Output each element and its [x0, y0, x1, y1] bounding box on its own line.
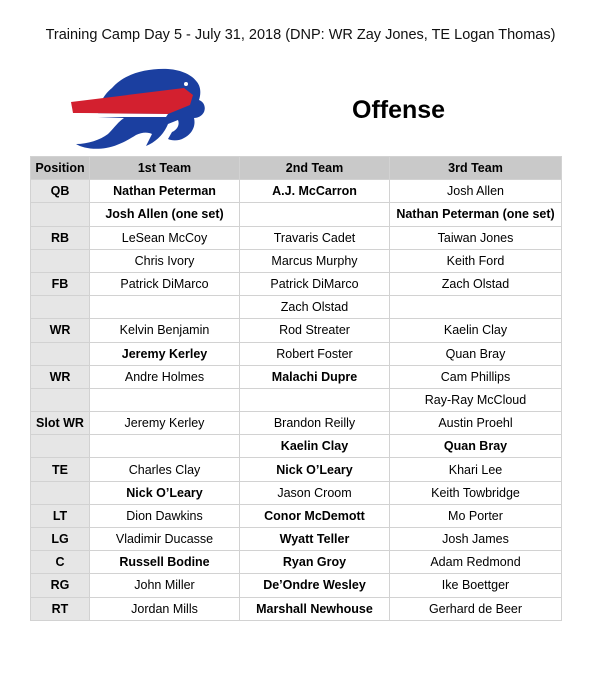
position-cell: RB [31, 226, 90, 249]
second-team-cell: Zach Olstad [240, 296, 390, 319]
second-team-cell: De’Ondre Wesley [240, 574, 390, 597]
position-cell: RG [31, 574, 90, 597]
table-row [31, 342, 562, 365]
first-team-cell: Josh Allen (one set) [90, 203, 240, 226]
first-team-cell [90, 388, 240, 411]
first-team-cell: Russell Bodine [90, 551, 240, 574]
second-team-cell: Robert Foster [240, 342, 390, 365]
table-row [31, 574, 562, 597]
page-title: Training Camp Day 5 - July 31, 2018 (DNP: WR Zay Jones, TE Logan Thomas) [45, 27, 556, 43]
position-cell [31, 296, 90, 319]
first-team-cell: Nathan Peterman [90, 180, 240, 203]
table-row [31, 458, 562, 481]
first-team-cell: Vladimir Ducasse [90, 528, 240, 551]
first-team-cell: Andre Holmes [90, 365, 240, 388]
third-team-cell: Quan Bray [390, 435, 562, 458]
buffalo-eye [184, 82, 188, 86]
position-cell: Slot WR [31, 412, 90, 435]
second-team-cell: A.J. McCarron [240, 180, 390, 203]
second-team-cell: Kaelin Clay [240, 435, 390, 458]
position-cell: RT [31, 597, 90, 620]
first-team-cell: John Miller [90, 574, 240, 597]
table-header-row [31, 157, 562, 180]
first-team-cell: Chris Ivory [90, 249, 240, 272]
table-row [31, 504, 562, 527]
third-team-cell: Mo Porter [390, 504, 562, 527]
header-position: Position [31, 157, 90, 180]
position-cell [31, 388, 90, 411]
third-team-cell: Austin Proehl [390, 412, 562, 435]
second-team-cell: Brandon Reilly [240, 412, 390, 435]
table-row [31, 296, 562, 319]
third-team-cell: Keith Ford [390, 249, 562, 272]
first-team-cell: Jeremy Kerley [90, 412, 240, 435]
first-team-cell: Jordan Mills [90, 597, 240, 620]
third-team-cell: Taiwan Jones [390, 226, 562, 249]
table-body [31, 180, 562, 621]
second-team-cell: Ryan Groy [240, 551, 390, 574]
third-team-cell: Kaelin Clay [390, 319, 562, 342]
first-team-cell: Jeremy Kerley [90, 342, 240, 365]
second-team-cell: Nick O’Leary [240, 458, 390, 481]
second-team-cell: Wyatt Teller [240, 528, 390, 551]
table-row [31, 412, 562, 435]
table-row [31, 528, 562, 551]
second-team-cell: Travaris Cadet [240, 226, 390, 249]
position-cell: C [31, 551, 90, 574]
table-row [31, 388, 562, 411]
third-team-cell: Ray-Ray McCloud [390, 388, 562, 411]
table-row [31, 435, 562, 458]
buffalo-logo [68, 62, 208, 152]
position-cell: LT [31, 504, 90, 527]
table-row [31, 365, 562, 388]
third-team-cell: Gerhard de Beer [390, 597, 562, 620]
first-team-cell: Charles Clay [90, 458, 240, 481]
header-1st-team: 1st Team [90, 157, 240, 180]
table-row [31, 319, 562, 342]
first-team-cell [90, 296, 240, 319]
position-cell: WR [31, 365, 90, 388]
third-team-cell: Keith Towbridge [390, 481, 562, 504]
second-team-cell: Rod Streater [240, 319, 390, 342]
third-team-cell: Nathan Peterman (one set) [390, 203, 562, 226]
third-team-cell: Josh Allen [390, 180, 562, 203]
position-cell [31, 203, 90, 226]
second-team-cell: Marcus Murphy [240, 249, 390, 272]
position-cell [31, 342, 90, 365]
first-team-cell: Dion Dawkins [90, 504, 240, 527]
position-cell: QB [31, 180, 90, 203]
table-row [31, 272, 562, 295]
second-team-cell: Jason Croom [240, 481, 390, 504]
position-cell [31, 435, 90, 458]
section-title: Offense [352, 96, 446, 124]
position-cell: WR [31, 319, 90, 342]
depth-chart-table [30, 156, 562, 621]
second-team-cell: Malachi Dupre [240, 365, 390, 388]
position-cell: LG [31, 528, 90, 551]
third-team-cell: Ike Boettger [390, 574, 562, 597]
third-team-cell: Adam Redmond [390, 551, 562, 574]
header-3rd-team: 3rd Team [390, 157, 562, 180]
second-team-cell: Marshall Newhouse [240, 597, 390, 620]
table-row [31, 226, 562, 249]
position-cell [31, 249, 90, 272]
third-team-cell: Zach Olstad [390, 272, 562, 295]
first-team-cell: LeSean McCoy [90, 226, 240, 249]
first-team-cell: Nick O’Leary [90, 481, 240, 504]
third-team-cell [390, 296, 562, 319]
third-team-cell: Quan Bray [390, 342, 562, 365]
table-row [31, 597, 562, 620]
second-team-cell: Patrick DiMarco [240, 272, 390, 295]
third-team-cell: Josh James [390, 528, 562, 551]
second-team-cell [240, 388, 390, 411]
table-row [31, 249, 562, 272]
header-2nd-team: 2nd Team [240, 157, 390, 180]
table-row [31, 180, 562, 203]
first-team-cell: Kelvin Benjamin [90, 319, 240, 342]
second-team-cell: Conor McDemott [240, 504, 390, 527]
position-cell: TE [31, 458, 90, 481]
second-team-cell [240, 203, 390, 226]
first-team-cell [90, 435, 240, 458]
position-cell [31, 481, 90, 504]
third-team-cell: Khari Lee [390, 458, 562, 481]
first-team-cell: Patrick DiMarco [90, 272, 240, 295]
table-row [31, 203, 562, 226]
position-cell: FB [31, 272, 90, 295]
table-row [31, 551, 562, 574]
table-row [31, 481, 562, 504]
third-team-cell: Cam Phillips [390, 365, 562, 388]
